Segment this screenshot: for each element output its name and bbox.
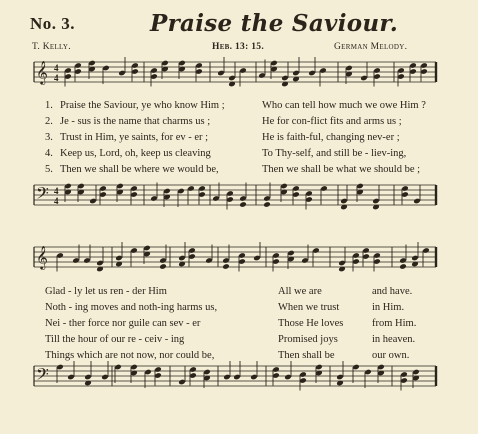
treble-clef: 𝄞 <box>36 60 48 84</box>
time-signature: 4 <box>54 186 59 196</box>
time-signature: 4 <box>54 63 59 73</box>
verse-line: in heaven. <box>372 334 416 345</box>
verse-line: He for con-flict fits and arms us ; <box>262 116 402 127</box>
verse-line: Then we shall be what we should be ; <box>262 164 421 175</box>
verse-number: 5. <box>45 164 53 175</box>
verse-line: Trust in Him, ye saints, for ev - er ; <box>60 132 209 143</box>
verse-number: 1. <box>45 100 53 111</box>
bass-clef: 𝄢 <box>36 183 49 207</box>
bass-clef: 𝄢 <box>36 364 49 388</box>
verse-line: Those He loves <box>278 318 344 329</box>
verse-number: 2. <box>45 116 53 127</box>
treble-clef: 𝄞 <box>36 245 48 269</box>
verse-line: from Him. <box>372 318 417 329</box>
time-signature: 4 <box>54 73 59 83</box>
verse-line: Keep us, Lord, oh, keep us cleaving <box>60 148 211 159</box>
verse-line: Then we shall be where we would be, <box>60 164 219 175</box>
hymn-title: Praise the Saviour. <box>150 10 399 37</box>
tune-credit: German Melody. <box>334 42 408 52</box>
hymn-number: No. 3. <box>30 14 76 33</box>
verse-line: When we trust <box>278 302 340 313</box>
verse-line: Noth - ing moves and noth-ing harms us, <box>45 302 218 313</box>
verse-line: Glad - ly let us ren - der Him <box>45 286 167 297</box>
verse-line: Then shall be <box>278 350 335 361</box>
verse-line: Till the hour of our re - ceiv - ing <box>45 334 185 345</box>
verse-line: in Him. <box>372 302 405 313</box>
scripture-reference: Heb. 13: 15. <box>212 42 264 52</box>
verse-line: Who can tell how much we owe Him ? <box>262 100 426 111</box>
verse-line: Promised joys <box>278 334 338 345</box>
verse-number: 4. <box>45 148 53 159</box>
verse-line: To Thy-self, and still be - liev-ing, <box>262 148 407 159</box>
verse-line: and have. <box>372 286 413 297</box>
verse-line: All we are <box>278 286 322 297</box>
verse-number: 3. <box>45 132 53 143</box>
verse-line: He is faith-ful, changing nev-er ; <box>262 132 400 143</box>
verse-line: Things which are not now, nor could be, <box>45 350 215 361</box>
time-signature: 4 <box>54 196 59 206</box>
verse-line: Praise the Saviour, ye who know Him ; <box>60 100 225 111</box>
author-credit: T. Kelly. <box>32 42 71 52</box>
verse-line: our own. <box>372 350 410 361</box>
verse-line: Nei - ther force nor guile can sev - er <box>45 318 201 329</box>
verse-line: Je - sus is the name that charms us ; <box>60 116 211 127</box>
